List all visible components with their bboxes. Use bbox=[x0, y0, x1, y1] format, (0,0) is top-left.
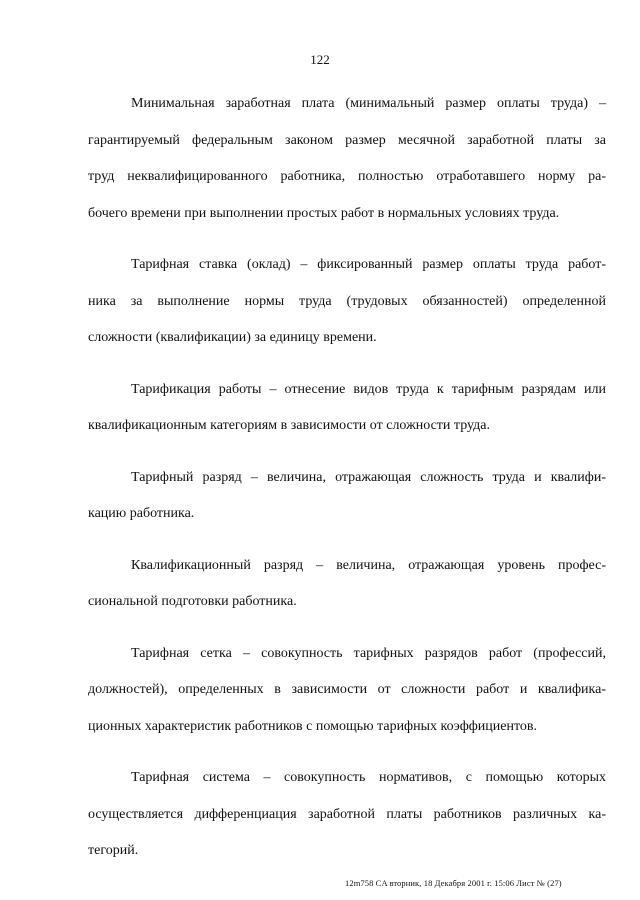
text-line: Тарифная сетка – совокупность тарифных разрядов работ (профессий, bbox=[131, 645, 606, 661]
page-number: 122 bbox=[310, 52, 330, 67]
document-body bbox=[88, 86, 606, 885]
text-line: должностей), определенных в зависимости от сложности работ и квалифика- bbox=[88, 682, 606, 697]
paragraph-tariff-grade bbox=[88, 460, 606, 533]
paragraph-minimum-wage bbox=[88, 86, 606, 232]
text-line: Тарифная система – совокупность нормативов, с помощью которых bbox=[131, 770, 606, 785]
paragraph-work-tariffication bbox=[88, 372, 606, 445]
paragraph-tariff-system bbox=[88, 760, 606, 870]
text-line: сложности (квалификации) за единицу времени. bbox=[88, 330, 377, 345]
paragraph-tariff-rate bbox=[88, 247, 606, 357]
paragraph-qualification-grade bbox=[88, 548, 606, 621]
text-line: Тарифный разряд – величина, отражающая сложность труда и квалифи- bbox=[131, 469, 606, 485]
text-line: Минимальная заработная плата (минимальный размер оплаты труда) – bbox=[131, 96, 606, 111]
text-line: Тарификация работы – отнесение видов труда к тарифным разрядам или bbox=[131, 381, 606, 397]
text-line: квалификационным категориям в зависимости от сложности труда. bbox=[88, 418, 490, 433]
text-line: труд неквалифицированного работника, полностью отработавшего норму ра- bbox=[88, 169, 606, 184]
print-footer: 12m758 CA вторник, 18 Декабря 2001 г. 15:06 Лист № (27) bbox=[345, 878, 562, 888]
text-line: Тарифная ставка (оклад) – фиксированный размер оплаты труда работ- bbox=[131, 257, 606, 272]
text-line: ционных характеристик работников с помощью тарифных коэффициентов. bbox=[88, 718, 538, 734]
text-line: сиональной подготовки работника. bbox=[88, 594, 297, 609]
paragraph-tariff-scale bbox=[88, 636, 606, 746]
text-line: осуществляется дифференциация заработной платы работников различных ка- bbox=[88, 806, 606, 822]
text-line: тегорий. bbox=[88, 843, 139, 858]
text-line: кацию работника. bbox=[88, 506, 195, 521]
text-line: ника за выполнение нормы труда (трудовых обязанностей) определенной bbox=[88, 293, 606, 309]
text-line: Квалификационный разряд – величина, отражающая уровень профес- bbox=[131, 557, 606, 573]
text-line: гарантируемый федеральным законом размер месячной заработной платы за bbox=[88, 132, 606, 148]
text-line: бочего времени при выполнении простых работ в нормальных условиях труда. bbox=[88, 205, 560, 221]
